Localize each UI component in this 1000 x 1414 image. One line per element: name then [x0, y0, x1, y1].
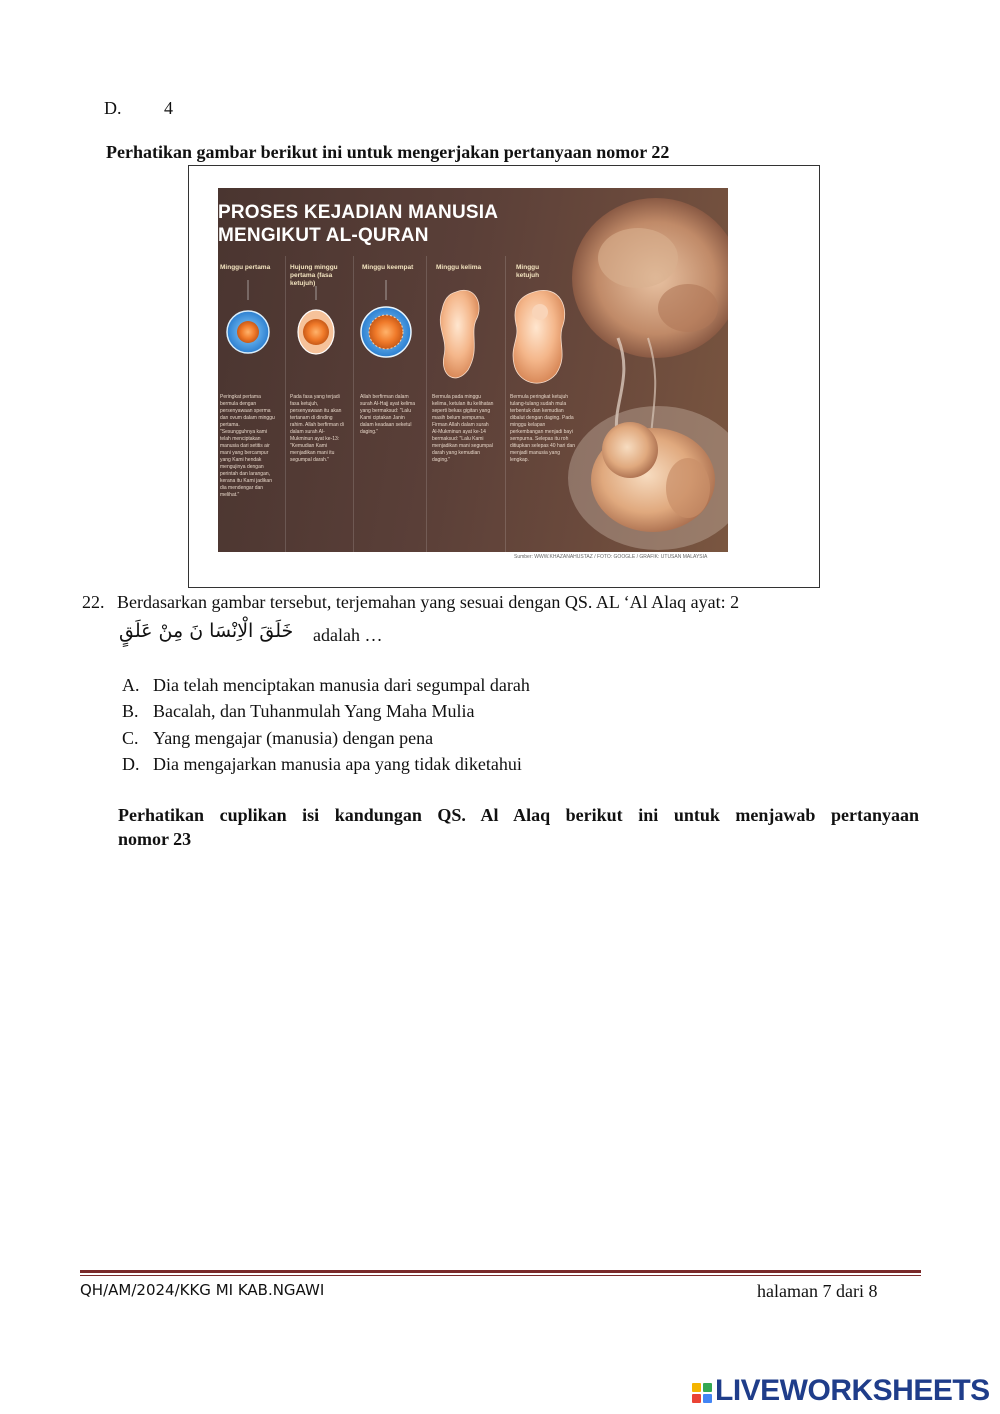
stage-text-5: Bermula peringkat ketujuh tulang-tulang sudah mula terbentuk dan kemudian dibalut dengan daging. Pada minggu kelapan perkembangan menjadi bayi sempurna. Selepas itu roh ditiupkan selepas 40 hari dan menjadi manusia yang lengkap.	[510, 394, 576, 463]
option-b-letter: B.	[122, 701, 139, 721]
liveworksheets-logo	[692, 1374, 990, 1408]
question-22-suffix: adalah …	[313, 625, 383, 645]
question-22-text: Berdasarkan gambar tersebut, terjemahan yang sesuai dengan QS. AL ‘Al Alaq ayat: 2	[117, 592, 740, 612]
footer-rule-thin	[80, 1275, 921, 1276]
footer-page: halaman 7 dari 8	[757, 1281, 878, 1301]
option-c-letter: C.	[122, 728, 139, 748]
option-c-text[interactable]: Yang mengajar (manusia) dengan pena	[153, 728, 434, 748]
stage-label-4: Minggu kelima	[436, 264, 482, 271]
prev-option-letter: D.	[104, 98, 122, 118]
stage-text-1: Peringkat pertama bermula dengan persenyawaan sperma dan ovum dalam minggu pertama. "Sesungguhnya kami telah menciptakan manusia dari setitis air mani yang bercampur yang Kami hendak mengujinya dengan perintah dan larangan, kerana itu Kami jadikan dia mendengar dan melihat."	[220, 394, 275, 498]
question-22-number: 22.	[82, 592, 105, 612]
option-a-letter: A.	[122, 675, 140, 695]
footer-code: QH/AM/2024/KKG MI KAB.NGAWI	[80, 1281, 325, 1299]
stage-text-4: Bermula pada minggu kelima, ketulan itu kelihatan seperti bekas gigitan yang masih belum sempurna. Firman Allah dalam surah Al-Mukminun ayat ke-14 bermaksud: "Lalu Kami menjadikan mani segumpal darah yang kemudian daging."	[432, 394, 494, 463]
prev-option-value: 4	[164, 98, 173, 118]
footer-rule	[80, 1270, 921, 1273]
option-b-text[interactable]: Bacalah, dan Tuhanmulah Yang Maha Mulia	[153, 701, 475, 721]
stage-label-2: Hujung minggu pertama (fasa ketujuh)	[290, 264, 338, 287]
instruction-23-line1: Perhatikan cuplikan isi kandungan QS. Al Alaq berikut ini untuk menjawab pertanyaan	[118, 805, 919, 825]
stage-text-3: Allah berfirman dalam surah Al-Hajj ayat kelima yang bermaksud: "Lalu Kami ciptakan Janin dalam keadaan seketul daging."	[360, 394, 416, 435]
infographic-title-line2: MENGIKUT AL-QURAN	[218, 225, 429, 246]
infographic-title-line1: PROSES KEJADIAN MANUSIA	[218, 202, 499, 223]
stage-label-5: Minggu ketujuh	[516, 264, 540, 279]
liveworksheets-wordmark: LIVEWORKSHEETS	[715, 1374, 990, 1407]
option-a-text[interactable]: Dia telah menciptakan manusia dari segumpal darah	[153, 675, 530, 695]
stage-label-3: Minggu keempat	[362, 264, 414, 271]
stage-text-2: Pada fasa yang terjadi fasa ketujuh, persenyawaan itu akan tertanam di dinding rahim. Allah berfirman di dalam surah Al-Mukminun ayat ke-13: "Kemudian Kami menjadikan mani itu segumpal darah."	[290, 394, 344, 463]
option-d-text[interactable]: Dia mengajarkan manusia apa yang tidak diketahui	[153, 754, 522, 774]
question-22-arabic: خَلَقَ الْاِنْسَا نَ مِنْ عَلَقٍ	[119, 620, 294, 642]
embryo-infographic	[218, 188, 728, 552]
instruction-23-line2: nomor 23	[118, 829, 192, 849]
option-d-letter: D.	[122, 754, 140, 774]
infographic-credit: Sumber: WWW.KHAZANAHUSTAZ / FOTO: GOOGLE / GRAFIK: UTUSAN MALAYSIA	[514, 554, 708, 560]
instruction-22: Perhatikan gambar berikut ini untuk mengerjakan pertanyaan nomor 22	[106, 142, 670, 162]
liveworksheets-grid-icon	[692, 1383, 712, 1403]
stage-label-1: Minggu pertama	[220, 264, 271, 271]
